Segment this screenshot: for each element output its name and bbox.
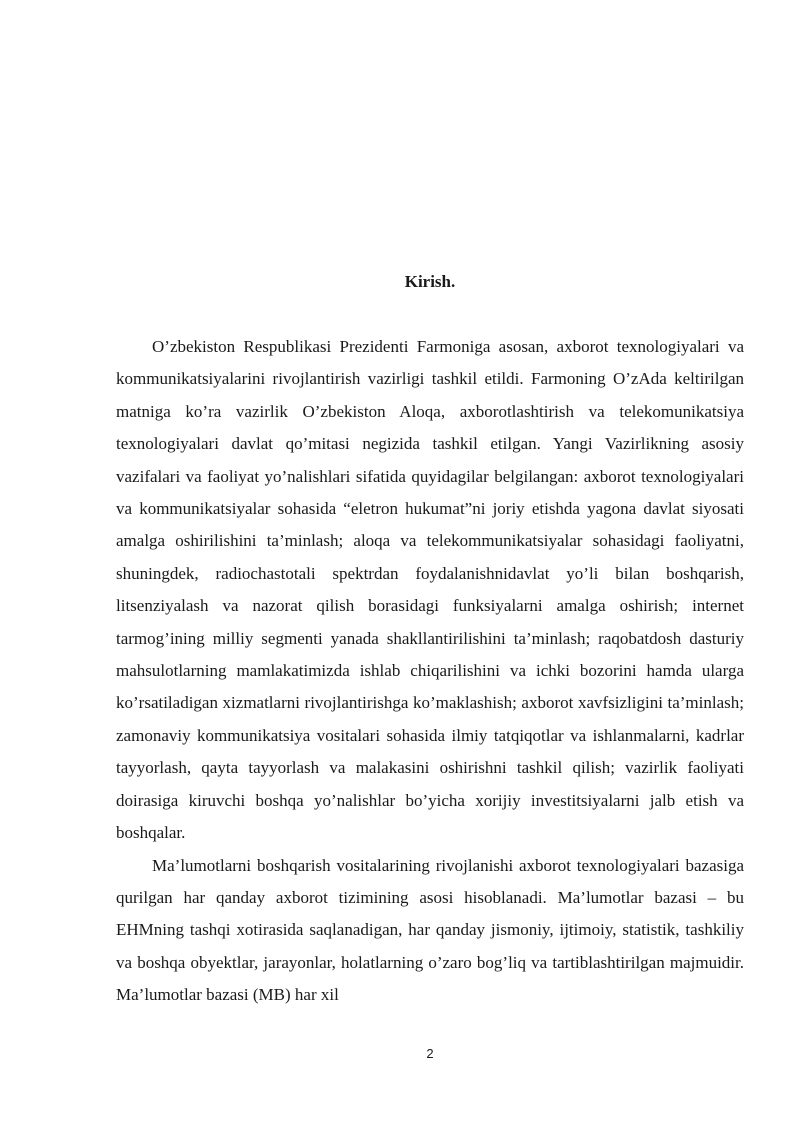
paragraph-ministry-decree: O’zbekiston Respublikasi Prezidenti Farmoniga asosan, axborot texnologiyalari va kommunikatsiyalarini rivojlantirish vazirligi tashkil etildi. Farmoning O’zAda keltirilgan matniga ko’ra vazirlik O’zbekiston Aloqa, axborotlashtirish va telekomunikatsiya texnologiyalari davlat qo’mitasi negizida tashkil etilgan. Yangi Vazirlikning asosiy vazifalari va faoliyat yo’nalishlari sifatida quyidagilar belgilangan: axborot texnologiyalari va kommunikatsiyalar sohasida “eletron hukumat”ni joriy etishda yagona davlat siyosati amalga oshirilishini ta’minlash; aloqa va telekommunikatsiyalar sohasidagi faoliyatni, shuningdek, radiochastotali spektrdan foydalanishnidavlat yo’li bilan boshqarish, litsenziyalash va nazorat qilish borasidagi funksiyalarni amalga oshirish; internet tarmog’ining milliy segmenti yanada shakllantirilishini ta’minlash; raqobatdosh dasturiy mahsulotlarning mamlakatimizda ishlab chiqarilishini va ichki bozorini hamda ularga ko’rsatiladigan xizmatlarni rivojlantirishga ko’maklashish; axborot xavfsizligini ta’minlash; zamonaviy kommunikatsiya vositalari sohasida ilmiy tatqiqotlar va ishlanmalarni, kadrlar tayyorlash, qayta tayyorlash va malakasini oshirishni tashkil qilish; vazirlik faoliyati doirasiga kiruvchi boshqa yo’nalishlar bo’yicha xorijiy investitsiyalarni jalb etish va boshqalar. — [116, 337, 744, 843]
document-body — [116, 331, 744, 1012]
page-number: 2 — [426, 1046, 434, 1061]
page-title: Kirish. — [404, 272, 456, 291]
paragraph-database-intro: Ma’lumotlarni boshqarish vositalarining rivojlanishi axborot texnologiyalari bazasiga qurilgan har qanday axborot tizimining asosi hisoblanadi. Ma’lumotlar bazasi – bu EHMning tashqi xotirasida saqlanadigan, har qanday jismoniy, ijtimoiy, statistik, tashkiliy va boshqa obyektlar, jarayonlar, holatlarning o’zaro bog’liq va tartiblashtirilgan majmuidir. Ma’lumotlar bazasi (MB) har xil — [116, 855, 744, 1005]
